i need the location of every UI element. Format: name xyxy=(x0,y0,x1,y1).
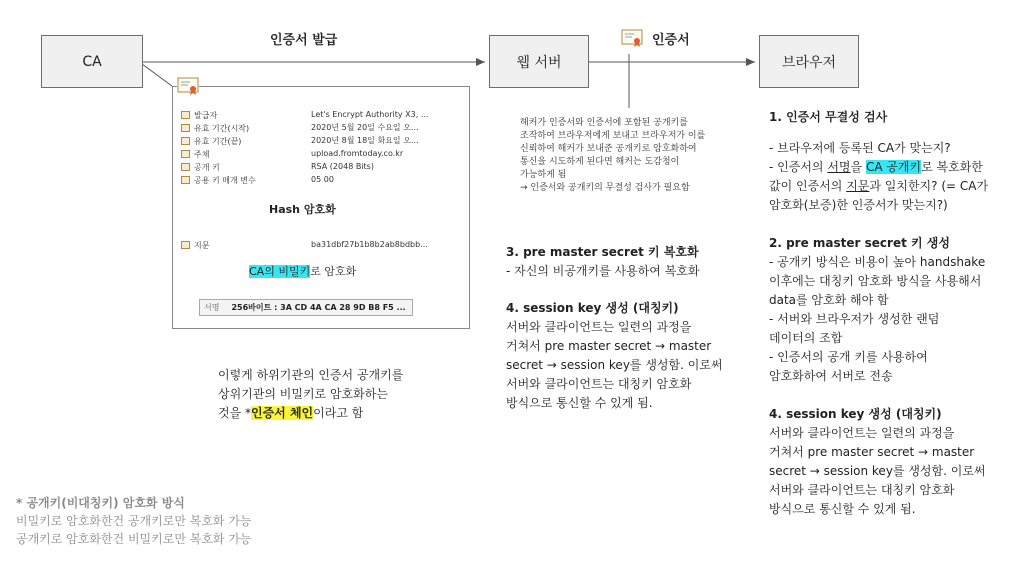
hacker-note xyxy=(520,117,740,195)
browser-step2-line: data를 암호화 해야 함 xyxy=(769,293,889,307)
browser-step2-line: 데이터의 조합 xyxy=(769,331,843,345)
hacker-note-line: 조작하여 브라우저에게 보내고 브라우저가 이를 xyxy=(520,131,706,141)
server-step4-line: 방식으로 통신할 수 있게 됨. xyxy=(506,396,653,410)
browser-step1-line: 암호화(보증)한 인증서가 맞는지?) xyxy=(769,198,948,212)
field-name: 주체 xyxy=(194,149,210,159)
field-icon xyxy=(181,163,190,171)
field-icon xyxy=(181,124,190,132)
hacker-note-line: 해커가 인증서와 인증서에 포함된 공개키를 xyxy=(520,118,688,128)
certificate-icon xyxy=(177,77,199,95)
field-row xyxy=(181,148,209,160)
footnote-line: 비밀키로 암호화한건 공개키로만 복호화 가능 xyxy=(16,514,252,528)
fingerprint-underline: 지문 xyxy=(846,179,870,193)
hacker-note-line: 통신을 시도하게 된다면 해커는 도감청이 xyxy=(520,157,680,167)
cert-callout-line xyxy=(142,64,172,86)
browser-step2-line: 암호화하여 서버로 전송 xyxy=(769,369,893,383)
server-step3-title: 3. pre master secret 키 복호화 xyxy=(506,245,699,259)
certificate-icon xyxy=(621,29,643,47)
text-fragment: 로 복호화한 xyxy=(921,160,983,174)
field-icon xyxy=(181,176,190,184)
browser-step4-line: 방식으로 통신할 수 있게 됨. xyxy=(769,502,916,516)
chain-note-line: 이렇게 하위기관의 인증서 공개키를 xyxy=(218,368,404,382)
field-icon xyxy=(181,241,190,249)
field-row xyxy=(181,135,241,147)
server-step4-title: 4. session key 생성 (대칭키) xyxy=(506,301,679,315)
text-fragment: 과 일치한지? (= CA가 xyxy=(869,179,989,193)
encrypt-step-rest: 로 암호화 xyxy=(310,265,357,278)
field-value: Let's Encrypt Authority X3, ... xyxy=(311,110,429,119)
field-name: 유효 기간(끝) xyxy=(194,136,242,146)
browser-step2-title: 2. pre master secret 키 생성 xyxy=(769,236,950,250)
chain-note-line xyxy=(218,404,478,423)
field-icon xyxy=(181,111,190,119)
browser-step1-line xyxy=(769,177,1027,196)
field-icon xyxy=(181,150,190,158)
ca-public-key-highlight: CA 공개키 xyxy=(865,160,922,174)
field-value: 2020년 5월 20일 수요일 오... xyxy=(311,123,419,132)
browser-step2-line: - 인증서의 공개 키를 사용하여 xyxy=(769,350,928,364)
browser-step2-line: 이후에는 대칭키 암호화 방식을 사용해서 xyxy=(769,274,982,288)
text-fragment: 값이 인증서의 xyxy=(769,179,847,193)
browser-step1-title: 1. 인증서 무결성 검사 xyxy=(769,110,888,124)
browser-step2-line: - 공개키 방식은 비용이 높아 handshake xyxy=(769,255,986,269)
field-name: 공용 키 매개 변수 xyxy=(194,175,256,185)
hash-step-label: Hash 암호화 xyxy=(269,203,336,216)
server-steps xyxy=(506,243,746,413)
issue-cert-label: 인증서 발급 xyxy=(270,33,338,48)
browser-step1-line: - 브라우저에 등록된 CA가 맞는지? xyxy=(769,141,951,155)
hacker-note-line: 가능하게 됨 xyxy=(520,170,567,180)
browser-label: 브라우저 xyxy=(781,54,837,71)
browser-step4-line: 거쳐서 pre master secret → master xyxy=(769,445,975,459)
browser-step4-line: secret → session key를 생성함. 이로써 xyxy=(769,464,986,478)
footnote-line: 공개키로 암호화한건 비밀키로만 복호화 가능 xyxy=(16,532,252,546)
footnote xyxy=(16,494,252,548)
field-row xyxy=(181,109,217,121)
server-step4-line: 서버와 클라이언트는 일련의 과정을 xyxy=(506,320,692,334)
chain-note-prefix: 것을 * xyxy=(218,406,251,420)
field-value: RSA (2048 Bits) xyxy=(311,162,374,171)
hacker-note-line: 신뢰하여 해커가 보내준 공개키로 암호화하여 xyxy=(520,144,697,154)
field-row xyxy=(181,174,256,186)
web-server-node xyxy=(489,35,589,88)
certificate-edge-label: 인증서 xyxy=(652,33,690,48)
browser-step1-line xyxy=(769,158,1027,177)
footnote-title: * 공개키(비대칭키) 암호화 방식 xyxy=(16,496,185,510)
server-step4-line: secret → session key를 생성함. 이로써 xyxy=(506,358,723,372)
ca-label: CA xyxy=(82,53,102,70)
server-step4-line: 거쳐서 pre master secret → master xyxy=(506,339,712,353)
fingerprint-row xyxy=(181,239,209,251)
field-value: upload.fromtoday.co.kr xyxy=(311,149,404,158)
field-icon xyxy=(181,137,190,145)
field-value: 05 00 xyxy=(311,175,334,184)
field-name: 유효 기간(시작) xyxy=(194,123,250,133)
certificate-detail-box xyxy=(172,86,470,329)
ca-node xyxy=(41,35,143,88)
server-step4-line: 서버와 클라이언트는 대칭키 암호화 xyxy=(506,377,692,391)
browser-node xyxy=(759,35,859,88)
fingerprint-value: ba31dbf27b1b8b2ab8bdbb... xyxy=(311,240,428,249)
field-name: 발급자 xyxy=(194,110,218,120)
signature-label: 서명 xyxy=(204,303,220,312)
browser-step2-line: - 서버와 브라우저가 생성한 랜덤 xyxy=(769,312,940,326)
web-server-label: 웹 서버 xyxy=(516,54,562,71)
browser-step4-line: 서버와 클라이언트는 일련의 과정을 xyxy=(769,426,955,440)
browser-step4-title: 4. session key 생성 (대칭키) xyxy=(769,407,942,421)
signature-value: 256바이트 : 3A CD 4A CA 28 9D B8 F5 ... xyxy=(231,303,406,312)
signature-underline: 서명 xyxy=(827,160,851,174)
encrypt-step-label xyxy=(249,263,356,279)
chain-note xyxy=(218,366,478,423)
chain-note-suffix: 이라고 함 xyxy=(313,406,364,420)
field-row xyxy=(181,161,220,173)
server-step3-line: - 자신의 비공개키를 사용하여 복호화 xyxy=(506,264,700,278)
field-name: 공개 키 xyxy=(194,162,220,172)
signature-field xyxy=(199,299,413,316)
certificate-chain-highlight: 인증서 체인 xyxy=(251,406,314,420)
text-fragment: - 인증서의 xyxy=(769,160,828,174)
text-fragment: 을 xyxy=(850,160,866,174)
chain-note-line: 상위기관의 비밀키로 암호화하는 xyxy=(218,387,388,401)
fingerprint-label: 지문 xyxy=(194,240,210,250)
field-row xyxy=(181,122,249,134)
browser-steps xyxy=(769,108,1027,519)
ca-private-key-highlight: CA의 비밀키 xyxy=(249,265,311,278)
field-value: 2020년 8월 18일 화요일 오... xyxy=(311,136,419,145)
hacker-note-line: → 인증서와 공개키의 무결성 검사가 필요함 xyxy=(520,183,690,193)
browser-step4-line: 서버와 클라이언트는 대칭키 암호화 xyxy=(769,483,955,497)
